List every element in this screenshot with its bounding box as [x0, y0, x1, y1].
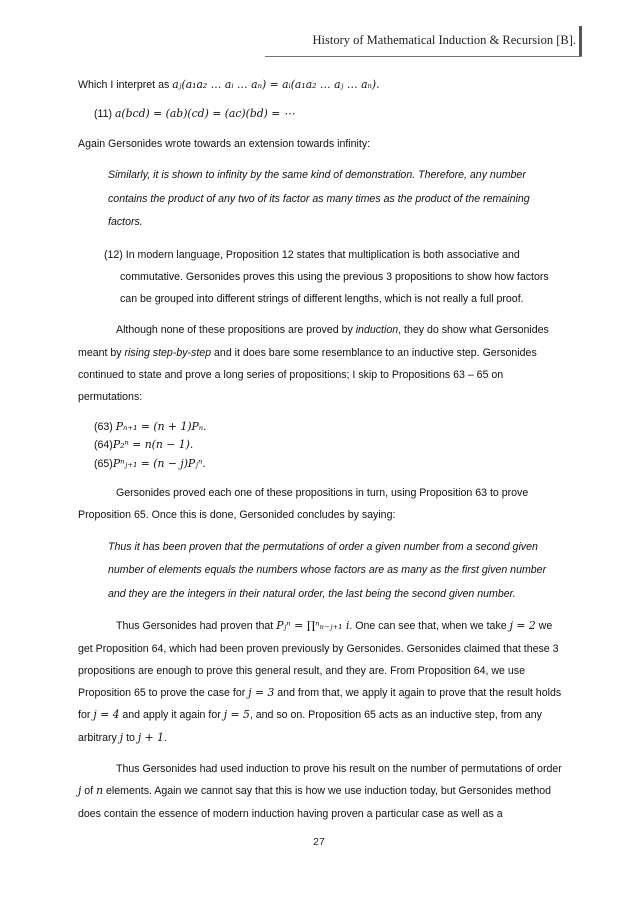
math-expression: Pⱼⁿ = ∏ⁿₙ₋ⱼ₊₁ i — [276, 619, 350, 633]
math-expression: a(bcd) = (ab)(cd) = (ac)(bd) = ⋯ — [115, 107, 295, 121]
proposition-11: (11) a(bcd) = (ab)(cd) = (ac)(bd) = ⋯ — [94, 107, 295, 121]
block-quote-1: Similarly, it is shown to infinity by the same kind of demonstration. Therefore, any number contains the product of any two of its factor as many times as the product of the remaining factors. — [108, 169, 530, 229]
paragraph-last: Thus Gersonides had used induction to prove his result on the number of permutations of order j of n elements. Again we cannot say that this is how we use induction today, but Gersonides method does contain the essence of modern induction having proven a particular case as well as a — [78, 763, 562, 820]
running-header: History of Mathematical Induction & Recursion [B]. — [312, 33, 576, 47]
math-expression: aⱼ(a₁a₂ … aᵢ … aₙ) = aᵢ(a₁a₂ … aⱼ … aₙ). — [172, 78, 380, 91]
block-quote-2: Thus it has been proven that the permutations of order a given number from a second given number of elements equals the numbers whose factors are as many as the first given number and they are the integers in their natural order, the last being the second given number. — [108, 540, 547, 600]
body-text — [78, 74, 562, 825]
math-expression: P₂ⁿ = n(n − 1). — [112, 438, 194, 452]
interpretation-line: Which I interpret as aⱼ(a₁a₂ … aᵢ … aₙ) = aᵢ(a₁a₂ … aⱼ … aₙ). — [78, 78, 380, 91]
proposition-64: (64)P₂ⁿ = n(n − 1). — [94, 438, 194, 452]
header-vertical-rule — [579, 26, 582, 56]
paragraph-thus: Thus Gersonides had proven that Pⱼⁿ = ∏ⁿₙ₋ⱼ₊₁ i. One can see that, when we take j = 2 we get Proposition 64, which had been proven previously by Gersonides. Gersonides claimed that these 3 propositions are enough to prove this general result, and they are. From Proposition 64, we use Proposition 65 to prove the case for j = 3 and from that, we apply it again to prove that the result holds for j = 4 and apply it again for j = 5, and so on. Proposition 65 acts as an inductive step, from any arbitrary j to j + 1. — [78, 619, 562, 744]
math-expression: Pₙ₊₁ = (n + 1)Pₙ. — [115, 419, 207, 433]
proposition-65: (65)Pⁿⱼ₊₁ = (n − j)Pⱼⁿ. — [94, 456, 206, 470]
proposition-12: (12) In modern language, Proposition 12 states that multiplication is both associative and commutative. Gersonides proves this using the previous 3 propositions to show how factors can be grouped into different strings of different lengths, which is not really a full proof. — [104, 248, 549, 306]
paragraph-proved: Gersonides proved each one of these propositions in turn, using Proposition 63 to prove Proposition 65. Once this is done, Gersonided concludes by saying: — [78, 487, 529, 522]
proposition-63: (63) Pₙ₊₁ = (n + 1)Pₙ. — [94, 419, 207, 433]
paragraph-again: Again Gersonides wrote towards an extension towards infinity: — [78, 137, 371, 150]
math-expression: Pⁿⱼ₊₁ = (n − j)Pⱼⁿ. — [112, 456, 206, 470]
header-horizontal-rule — [265, 56, 582, 57]
page-number: 27 — [313, 836, 325, 848]
paragraph-although: Although none of these propositions are proved by induction, they do show what Gersonides meant by rising step-by-step and it does bare some resemblance to an inductive step. Gersonides continued to state and prove a long series of propositions; I skip to Propositions 63 – 65 on permutations: — [78, 324, 549, 404]
